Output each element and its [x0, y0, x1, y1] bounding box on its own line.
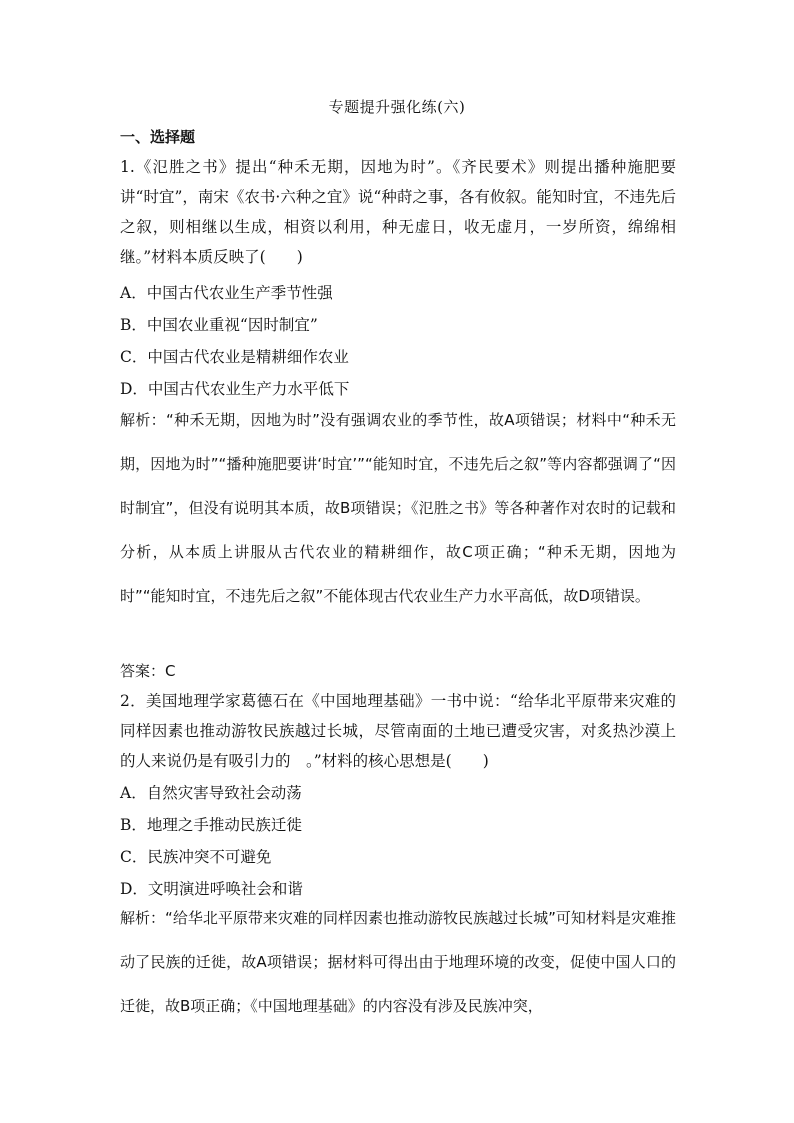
- option-d: D．文明演进呼唤社会和谐: [120, 880, 303, 898]
- option-d: D．中国古代农业生产力水平低下: [120, 380, 350, 398]
- question-1-answer: 答案：C: [120, 662, 176, 680]
- analysis-text: “给华北平原带来灾难的同样因素也推动游牧民族越过长城”可知材料是灾难推动了民族的迁徙，故A项错误；据材料可得出由于地理环境的改变，促使中国人口的迁徙，故B项正确；《中国地理基础》的内容没有涉及民族冲突，: [120, 909, 676, 1015]
- option-a: A．中国古代农业生产季节性强: [120, 284, 333, 302]
- page-title: 专题提升强化练(六): [328, 98, 466, 116]
- section-heading: 一、选择题: [120, 128, 196, 146]
- question-2-analysis: [120, 896, 676, 1028]
- analysis-text: “种禾无期，因地为时”没有强调农业的季节性，故A项错误；材料中“种禾无期，因地为时”“播种施肥要讲‘时宜’”“能知时宜，不违先后之叙”等内容都强调了“因时制宜”，但没有说明其本质，故B项错误；《氾胜之书》等各种著作对农时的记载和分析，从本质上讲服从古代农业的精耕细作，故C项正确；“种禾无期，因地为时”“能知时宜，不违先后之叙”不能体现古代农业生产力水平高低，故D项错误。: [120, 411, 676, 605]
- option-c: C．中国古代农业是精耕细作农业: [120, 348, 349, 366]
- question-1-analysis: [120, 398, 676, 618]
- analysis-label: 解析：: [120, 909, 166, 927]
- option-b: B．地理之手推动民族迁徙: [120, 816, 302, 834]
- question-2-options: [120, 777, 676, 905]
- question-1-stem: 1.《氾胜之书》提出“种禾无期，因地为时”。《齐民要术》则提出播种施肥要讲“时宜”，南宋《农书·六种之宜》说“种莳之事，各有攸叙。能知时宜，不违先后之叙，则相继以生成，相资以利用，种无虚日，收无虚月，一岁所资，绵绵相继。”材料本质反映了( ): [120, 158, 676, 266]
- option-a: A．自然灾害导致社会动荡: [120, 784, 302, 802]
- question-1-options: [120, 277, 676, 405]
- analysis-label: 解析：: [120, 411, 167, 429]
- option-b: B．中国农业重视“因时制宜”: [120, 316, 318, 334]
- option-c: C．民族冲突不可避免: [120, 848, 272, 866]
- question-2-stem: 2．美国地理学家葛德石在《中国地理基础》一书中说：“给华北平原带来灾难的同样因素也推动游牧民族越过长城，尽管南面的土地已遭受灾害，对炙热沙漠上的人来说仍是有吸引力的 。”材料的核心思想是( ): [120, 692, 676, 770]
